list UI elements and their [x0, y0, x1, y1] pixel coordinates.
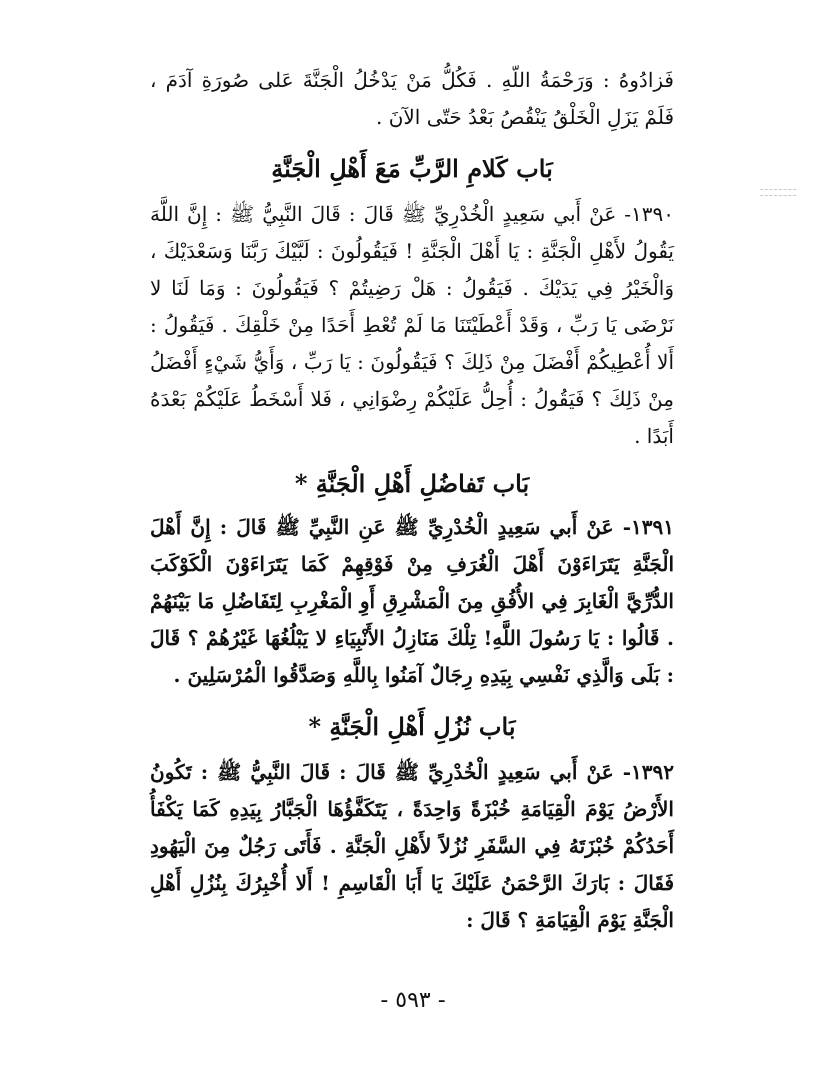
- chapter-heading-ranks-of-paradise: بَاب تَفاضُلِ أَهْلِ الْجَنَّةِ *: [294, 469, 530, 498]
- margin-mark: [760, 195, 796, 196]
- page-number: - ٥٩٣ -: [380, 988, 446, 1013]
- chapter-heading-hospitality-of-paradise: بَاب نُزُلِ أَهْلِ الْجَنَّةِ *: [308, 712, 516, 741]
- intro-paragraph: فَزادُوهُ : وَرَحْمَةُ اللّهِ . فَكُلُّ مَنْ يَدْخُلُ الْجَنَّةَ عَلى صُورَةِ آدَمَ ، فَلَمْ يَزَلِ الْخَلْقُ يَنْقُصُ بَعْدُ حَتّى الآنَ .: [150, 68, 674, 129]
- book-page: [150, 62, 674, 1042]
- chapter-heading-lords-speech: بَاب كَلامِ الرَّبِّ مَعَ أَهْلِ الْجَنَّةِ: [271, 154, 553, 183]
- hadith-1391: ١٣٩١- عَنْ أَبي سَعِيدٍ الْخُدْرِيِّ ﷺ عَنِ النَّبِيِّ ﷺ قَالَ : إِنَّ أَهْلَ الْجَنَّةِ يَتَرَاءَوْنَ أَهْلَ الْغُرَفِ مِنْ فَوْقِهِمْ كَمَا يَتَرَاءَوْنَ الْكَوْكَبَ الدُّرِّيَّ الْغَابِرَ فِي الأُفُقِ مِنَ الْمَشْرِقِ أَوِ الْمَغْرِبِ لِتَفَاضُلِ مَا بَيْنَهُمْ . قَالُوا : يَا رَسُولَ اللَّهِ! تِلْكَ مَنَازِلُ الأَنْبِيَاءِ لا يَبْلُغُهَا غَيْرُهُمْ ؟ قَالَ : بَلَى وَالَّذِي نَفْسِي بِيَدِهِ رِجَالٌ آمَنُوا بِاللَّهِ وَصَدَّقُوا الْمُرْسَلِينَ .: [150, 515, 674, 687]
- margin-mark: [760, 189, 796, 190]
- hadith-1390: ١٣٩٠- عَنْ أَبي سَعِيدٍ الْخُدْرِيِّ ﷺ قَالَ : قَالَ النَّبِيُّ ﷺ : إِنَّ اللَّهَ يَقُولُ لأَهْلِ الْجَنَّةِ : يَا أَهْلَ الْجَنَّةِ ! فَيَقُولُونَ : لَبَّيْكَ رَبَّنَا وَسَعْدَيْكَ ، وَالْخَيْرُ فِي يَدَيْكَ . فَيَقُولُ : هَلْ رَضِيتُمْ ؟ فَيَقُولُونَ : وَمَا لَنَا لا نَرْضَى يَا رَبِّ ، وَقَدْ أَعْطَيْتَنَا مَا لَمْ تُعْطِ أَحَدًا مِنْ خَلْقِكَ . فَيَقُولُ : أَلا أُعْطِيكُمْ أَفْضَلَ مِنْ ذَلِكَ ؟ فَيَقُولُونَ : يَا رَبِّ ، وَأَيُّ شَيْءٍ أَفْضَلُ مِنْ ذَلِكَ ؟ فَيَقُولُ : أُحِلُّ عَلَيْكُمْ رِضْوَانِي ، فَلا أَسْخَطُ عَلَيْكُمْ بَعْدَهُ أَبَدًا .: [150, 202, 674, 448]
- hadith-1392: ١٣٩٢- عَنْ أَبي سَعِيدٍ الْخُدْرِيِّ ﷺ قَالَ : قَالَ النَّبِيُّ ﷺ : تَكُونُ الأَرْضُ يَوْمَ الْقِيَامَةِ خُبْزَةً وَاحِدَةً ، يَتَكَفَّؤُهَا الْجَبَّارُ بِيَدِهِ كَمَا يَكْفَأُ أَحَدُكُمْ خُبْزَتَهُ فِي السَّفَرِ نُزُلاً لأَهْلِ الْجَنَّةِ . فَأَتَى رَجُلٌ مِنَ الْيَهُودِ فَقَالَ : بَارَكَ الرَّحْمَنُ عَلَيْكَ يَا أَبَا الْقَاسِمِ ! أَلا أُخْبِرُكَ بِنُزُلِ أَهْلِ الْجَنَّةِ يَوْمَ الْقِيَامَةِ ؟ قَالَ :: [150, 760, 674, 932]
